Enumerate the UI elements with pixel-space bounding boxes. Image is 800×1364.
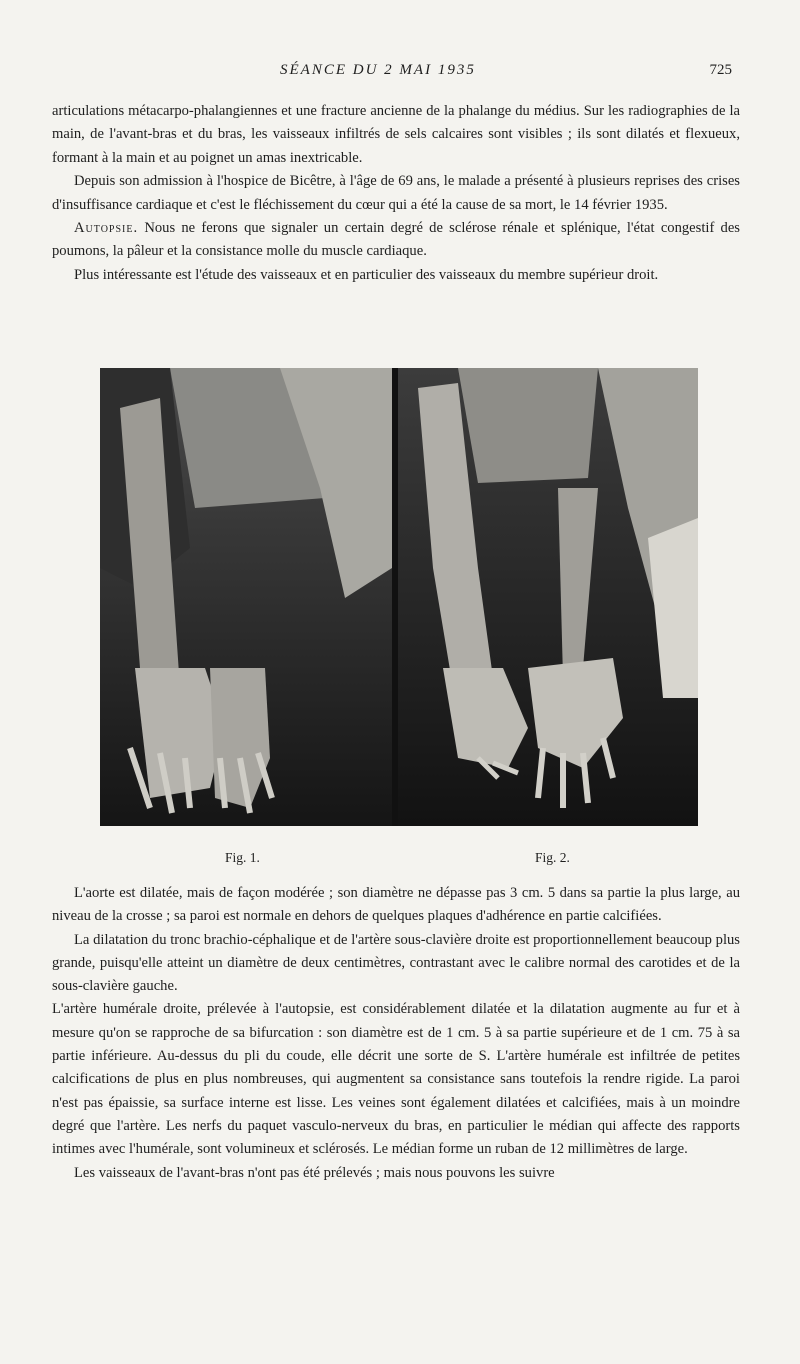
paragraph-forearm-vessels: Les vaisseaux de l'avant-bras n'ont pas été prélevés ; mais nous pouvons les suivre	[74, 1164, 555, 1181]
autopsy-text: Nous ne ferons que signaler un certain degré de sclérose rénale et splénique, l'état congestif des poumons, la pâleur et la consistance molle du muscle cardiaque.	[52, 220, 740, 260]
top-text-block	[52, 100, 740, 287]
page-number: 725	[709, 62, 732, 78]
paragraph-vessels-intro: Plus intéressante est l'étude des vaisseaux et en particulier des vaisseaux du membre supérieur droit.	[74, 266, 659, 283]
paragraph-admission: Depuis son admission à l'hospice de Bicêtre, à l'âge de 69 ans, le malade a présenté à plusieurs reprises des crises d'insuffisance cardiaque et c'est le fléchissement du cœur qui a été la cause de sa mort, le 14 février 1935.	[52, 173, 740, 213]
bottom-text-block	[52, 882, 740, 1185]
paragraph-brachiocephalic: La dilatation du tronc brachio-céphalique et de l'artère sous-clavière droite est proportionnellement beaucoup plus grande, puisqu'elle atteint un diamètre de deux centimètres, contrastant avec le calibre normal des carotides et de la sous-clavière gauche.	[52, 931, 740, 995]
paragraph-continuation: articulations métacarpo-phalangiennes et une fracture ancienne de la phalange du médius. Sur les radiographies de la main, de l'avant-bras et du bras, les vaisseaux infiltrés de sels calcaires sont visibles ; ils sont dilatés et flexueux, formant à la main et au poignet un amas inextricable.	[52, 103, 740, 166]
figure-1-caption: Fig. 1.	[225, 850, 260, 865]
page-header	[0, 62, 800, 86]
paragraph-aorta: L'aorte est dilatée, mais de façon modérée ; son diamètre ne dépasse pas 3 cm. 5 dans sa partie la plus large, au niveau de la crosse ; sa paroi est normale en dehors de quelques plaques d'adhérence en partie calcifiées.	[52, 885, 740, 925]
paragraph-humeral-artery: L'artère humérale droite, prélevée à l'autopsie, est considérablement dilatée et la dilatation augmente au fur et à mesure qu'on se rapproche de sa bifurcation : son diamètre est de 1 cm. 5 à sa partie supérieure et de 1 cm. 75 à sa partie inférieure. Au-dessus du pli du coude, elle décrit une sorte de S. L'artère humérale est infiltrée de petites calcifications de plus en plus nombreuses, qui augmentent sa consistance sans toutefois la rendre rigide. La paroi n'est pas épaissie, sa surface interne est lisse. Les veines sont également dilatées et calcifiées, mais à un moindre degré que l'artère. Les nerfs du paquet vasculo-nerveux du bras, en particulier le médian qui affecte des rapports intimes avec l'humérale, sont volumineux et sclérosés. Le médian forme un ruban de 12 millimètres de large.	[52, 1001, 740, 1158]
running-head: SÉANCE DU 2 MAI 1935	[280, 62, 476, 78]
figure-2-caption: Fig. 2.	[535, 850, 570, 865]
figure-plate	[100, 368, 698, 826]
figure-1-photo	[100, 368, 392, 826]
figure-2-photo	[398, 368, 698, 826]
autopsy-label: Autopsie.	[74, 220, 139, 237]
paragraph-autopsy	[52, 217, 740, 264]
